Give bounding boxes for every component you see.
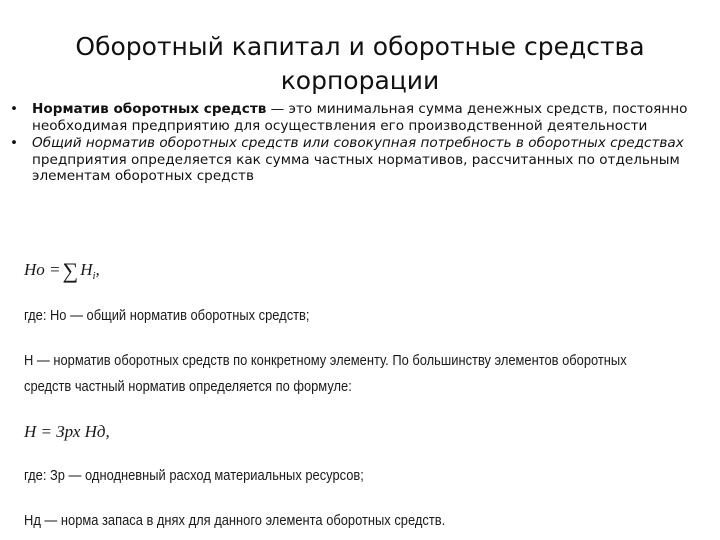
- definition-norm: — это минимальная сумма денежных средств, постоянно необходимая предприятию для осуществления его производственной деятельности: [32, 101, 688, 134]
- bullet-item-norm: [10, 101, 710, 134]
- definition-line-2: средств частный норматив определяется по формуле:: [24, 378, 352, 395]
- bullet-mark: •: [10, 101, 19, 117]
- bullet-item-total-norm: [10, 135, 710, 185]
- formula-total-norm: [24, 258, 720, 284]
- formula1-tail: ,: [95, 260, 100, 279]
- formula1-rhs: Н: [80, 260, 93, 279]
- definition-line-1: Н — норматив оборотных средств по конкретному элементу. По большинству элементов оборотных: [24, 352, 627, 369]
- sum-sign: ∑: [62, 258, 79, 283]
- definition-total-norm: предприятия определяется как сумма частных нормативов, рассчитанных по отдельным элементам оборотных средств: [32, 151, 680, 184]
- stock-norm-days: Нд — норма запаса в днях для данного элемента оборотных средств.: [24, 512, 446, 529]
- formula1-lhs: Но =: [24, 260, 61, 279]
- term-total-norm: Общий норматив оборотных средств или совокупная потребность в оборотных средствах: [32, 135, 684, 151]
- bullet-list: [10, 101, 710, 186]
- where-daily-consumption: где: Зр — однодневный расход материальных ресурсов;: [24, 467, 364, 484]
- bullet-mark: •: [10, 135, 19, 151]
- where-total-norm: где: Но — общий норматив оборотных средств;: [24, 307, 310, 324]
- slide-title: Оборотный капитал и оборотные средства корпорации: [75, 32, 645, 95]
- formula-element-norm: Н = Зрх Нд,: [24, 422, 110, 441]
- term-norm: Норматив оборотных средств: [32, 101, 267, 117]
- formula1-subscript: i: [92, 270, 96, 282]
